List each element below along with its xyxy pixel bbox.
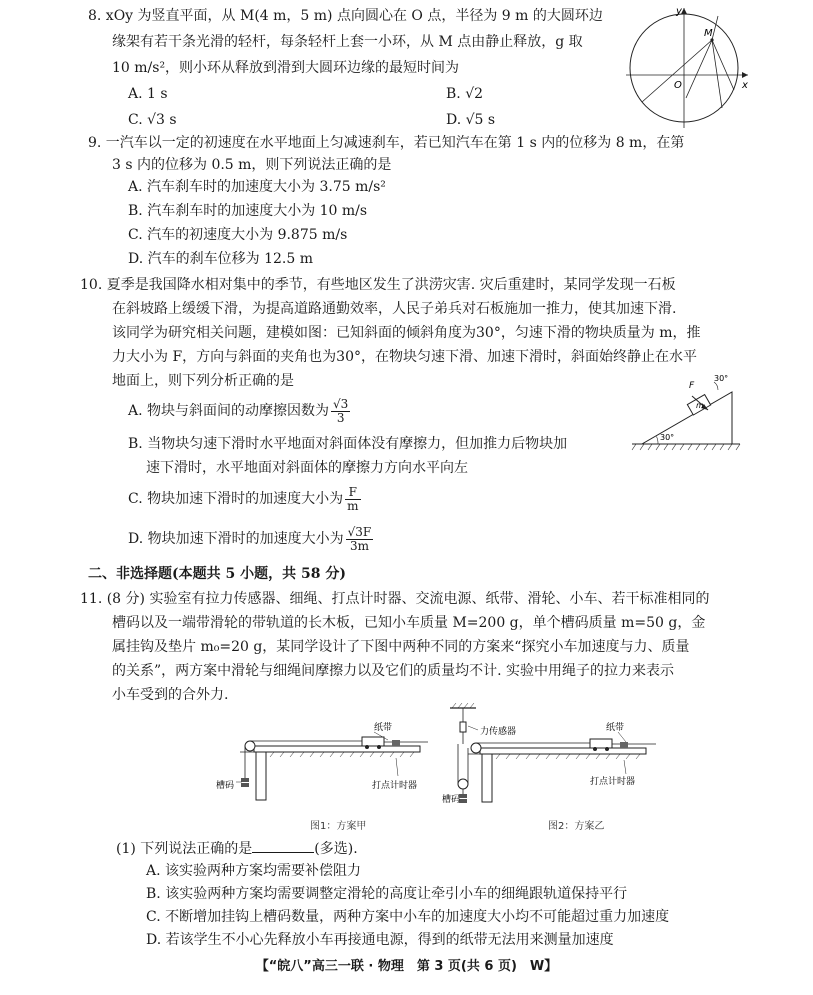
q8-option-a: A. 1 s [128, 86, 168, 102]
q10-incline-figure [628, 370, 744, 456]
fig2-tape-label: 纸带 [606, 723, 625, 733]
q10-option-b-line1: B. 当物块匀速下滑时水平地面对斜面体没有摩擦力，但加推力后物块加 [128, 436, 568, 452]
fig2-sensor-label: 力传感器 [480, 727, 517, 737]
q11-stem-line3: 属挂钩及垫片 m₀=20 g，某同学设计了下图中两种不同的方案来“探究小车加速度与力、质量 [112, 639, 690, 655]
q10-option-a-text: A. 物块与斜面间的动摩擦因数为 [128, 403, 330, 419]
q9-stem-line1: 9. 一汽车以一定的初速度在水平地面上匀减速刹车，若已知汽车在第 1 s 内的位移为 8 m，在第 [88, 135, 685, 151]
q8-fig-o-label: O [674, 80, 682, 91]
q10-option-a [128, 396, 352, 426]
q10-fig-angle-force: 30° [714, 374, 729, 383]
q8-fig-m-label: M [704, 28, 713, 39]
q11-sub1-option-b: B. 该实验两种方案均需要调整定滑轮的高度让牵引小车的细绳跟轨道保持平行 [146, 886, 628, 902]
q11-sub1-prompt: (1) 下列说法正确的是 (多选). [116, 838, 358, 859]
page-footer: 【“皖八”高三一联 · 物理 第 3 页(共 6 页) W】 [255, 959, 558, 974]
q8-option-d: D. √5 s [446, 112, 496, 128]
fig2-weights-label: 槽码 [442, 795, 461, 805]
q8-stem-line1: 8. xOy 为竖直平面，从 M(4 m，5 m) 点向圆心在 O 点，半径为 9 m 的大圆环边 [88, 8, 603, 24]
q10-stem-line1: 10. 夏季是我国降水相对集中的季节，有些地区发生了洪涝灾害. 灾后重建时，某同学发现一石板 [80, 277, 676, 293]
fig1-timer-label: 打点计时器 [372, 781, 418, 791]
q11-stem-line1: 11. (8 分) 实验室有拉力传感器、细绳、打点计时器、交流电源、纸带、滑轮、小车、若干标准相同的 [80, 591, 710, 607]
section-heading: 二、非选择题(本题共 5 小题，共 58 分) [88, 566, 346, 582]
q10-fig-f-label: F [689, 381, 695, 391]
q9-stem-line2: 3 s 内的位移为 0.5 m，则下列说法正确的是 [112, 157, 392, 173]
q8-circle-figure [622, 2, 752, 130]
q11-sub1-option-c: C. 不断增加挂钩上槽码数量，两种方案中小车的加速度大小均不可能超过重力加速度 [146, 909, 670, 925]
q9-option-d: D. 汽车的刹车位移为 12.5 m [128, 251, 313, 267]
fig1-tape-label: 纸带 [374, 723, 393, 733]
q9-option-a: A. 汽车刹车时的加速度大小为 3.75 m/s² [128, 179, 386, 195]
q8-fig-x-label: x [742, 80, 748, 91]
fig2-timer-label: 打点计时器 [590, 777, 636, 787]
q10-fig-m-label: m [696, 401, 704, 410]
fig2-caption: 图2：方案乙 [548, 821, 605, 832]
q10-stem-line3: 该同学为研究相关问题，建模如图：已知斜面的倾斜角度为30°，匀速下滑的物块质量为 m，推 [112, 325, 701, 341]
q10-option-c: C. 物块加速下滑时的加速度大小为 $\frac{F}{m}$ [128, 484, 359, 513]
q10-stem-line5: 地面上，则下列分析正确的是 [112, 373, 294, 389]
fig1-weights-label: 槽码 [216, 781, 235, 791]
q10-option-c-fraction: $\frac{F}{m}$ [347, 484, 359, 513]
q8-fig-y-label: y [676, 6, 682, 17]
q8-option-c: C. √3 s [128, 112, 177, 128]
q10-stem-line4: 力大小为 F，方向与斜面的夹角也为30°，在物块匀速下滑、加速下滑时，斜面始终静止在水平 [112, 349, 697, 365]
q9-option-b: B. 汽车刹车时的加速度大小为 10 m/s [128, 203, 368, 219]
q9-option-c: C. 汽车的初速度大小为 9.875 m/s [128, 227, 348, 243]
experiment-figure-2 [432, 702, 662, 806]
q11-stem-line2: 槽码以及一端带滑轮的带轨道的长木板，已知小车质量 M=200 g，单个槽码质量 m=50 g，金 [112, 615, 706, 631]
q8-option-b: B. √2 [446, 86, 484, 102]
fig1-caption: 图1：方案甲 [310, 821, 367, 832]
q10-option-b-line2: 速下滑时，水平地面对斜面体的摩擦力方向水平向左 [146, 460, 468, 476]
q10-stem-line2: 在斜坡路上缓缓下滑，为提高道路通勤效率，人民子弟兵对石板施加一推力，使其加速下滑. [112, 301, 677, 317]
q11-sub1-option-d: D. 若该学生不小心先释放小车再接通电源，得到的纸带无法用来测量加速度 [146, 932, 614, 948]
q10-option-a-fraction: $\frac{√3}{3}$ [333, 396, 349, 425]
q11-stem-line4: 的关系”，两方案中滑轮与细绳间摩擦力以及它们的质量均不计. 实验中用绳子的拉力来表示 [112, 663, 675, 679]
q11-stem-line5: 小车受到的合外力. [112, 687, 229, 703]
q11-sub1-option-a: A. 该实验两种方案均需要补偿阻力 [146, 863, 362, 879]
q10-option-d: D. 物块加速下滑时的加速度大小为 $\frac{√3F}{3m}$ [128, 524, 372, 553]
q8-stem-line3: 10 m/s²，则小环从释放到滑到大圆环边缘的最短时间为 [112, 60, 460, 76]
q10-fig-angle-base: 30° [660, 433, 675, 442]
answer-blank[interactable] [252, 838, 314, 853]
q8-stem-line2: 缘架有若干条光滑的轻杆，每条轻杆上套一小环，从 M 点由静止释放，g 取 [112, 34, 583, 50]
q10-option-d-fraction: $\frac{√3F}{3m}$ [347, 524, 372, 553]
experiment-figure-1 [214, 718, 434, 810]
